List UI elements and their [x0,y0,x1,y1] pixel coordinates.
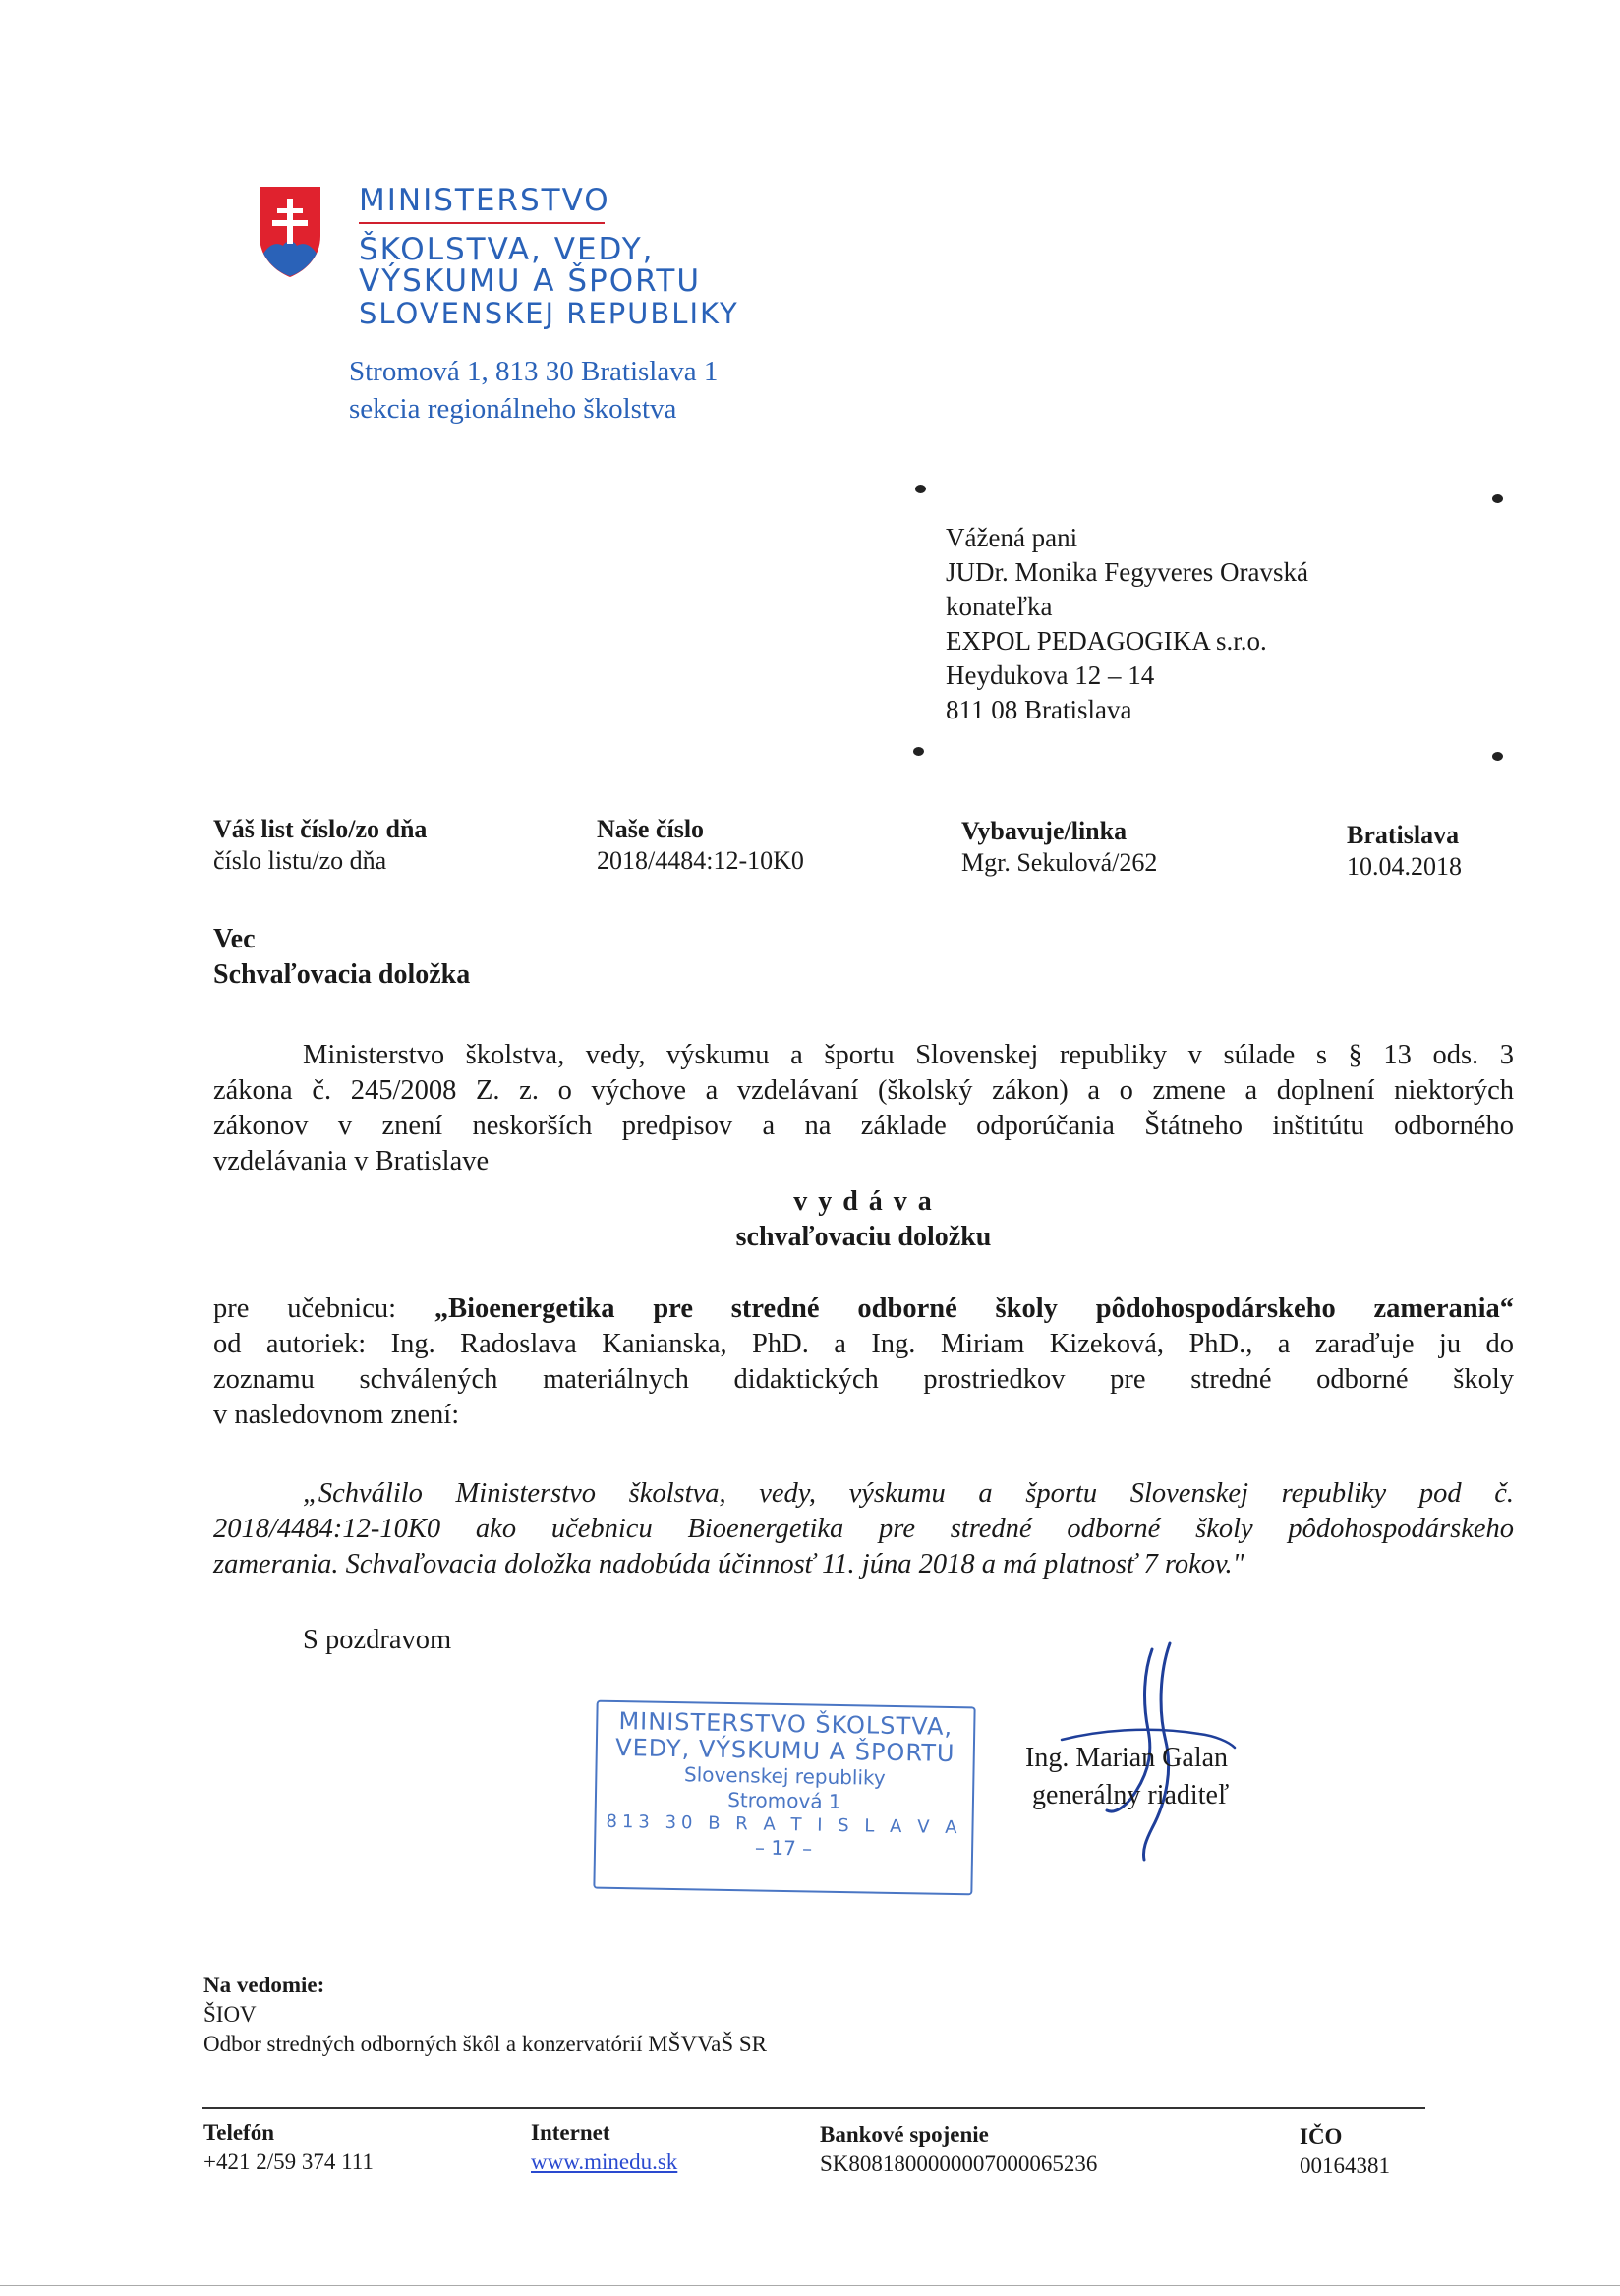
ref-our-number-label: Naše číslo [597,815,705,843]
ministry-address: Stromová 1, 813 30 Bratislava 1 [349,356,719,387]
subject-title: Schvaľovacia doložka [213,959,471,990]
footer-ico [1300,2122,1390,2181]
stamp-line: VEDY, VÝSKUMU A ŠPORTU [614,1733,955,1768]
ref-your-letter [213,814,427,877]
footer-bank [820,2120,1097,2179]
body-para1-line: vzdelávania v Bratislave [213,1146,490,1177]
ref-our-number-value: 2018/4484:12-10K0 [597,846,804,875]
subject-label: Vec [213,924,256,954]
window-corner-mark [1492,494,1503,503]
recipient-name: JUDr. Monika Fegyveres Oravská [946,557,1308,587]
approval-quote-line: „Schválilo Ministerstvo školstva, vedy, výskumu a športu Slovenskej republiky pod č. [303,1478,1514,1509]
website-link[interactable]: www.minedu.sk [531,2150,678,2174]
body-para1-line: Ministerstvo školstva, vedy, výskumu a športu Slovenskej republiky v súlade s § 13 ods. 3 [303,1040,1514,1070]
ref-handled-by-label: Vybavuje/linka [961,817,1128,845]
cc-block [203,1971,767,2059]
ref-place-label: Bratislava [1347,821,1460,849]
ref-your-letter-value: číslo listu/zo dňa [213,846,387,875]
approval-quote-line: 2018/4484:12-10K0 ako učebnicu Bioenergetika pre stredné odborné školy pôdohospodárskeho [213,1514,1514,1544]
stamp-line: Slovenskej republiky [683,1762,886,1790]
ref-place-date [1347,820,1462,883]
ministry-name-line: VÝSKUMU A ŠPORTU [359,263,702,299]
cc-label: Na vedomie: [203,1973,325,1997]
para2-prefix: pre učebnicu: [213,1293,397,1324]
footer-phone [203,2118,374,2177]
footer-bank-label: Bankové spojenie [820,2122,989,2147]
footer-internet [531,2118,677,2177]
signatory-title: generálny riaditeľ [1032,1780,1230,1810]
footer-divider [202,2107,1425,2109]
issues-object: schvaľovaciu doložku [735,1222,992,1252]
body-para2-line [213,1292,1514,1327]
footer-bank-value: SK8081800000007000065236 [820,2152,1098,2176]
recipient-city: 811 08 Bratislava [946,695,1132,724]
window-corner-mark [915,485,926,493]
recipient-address-block [946,521,1308,727]
recipient-street: Heydukova 12 – 14 [946,660,1155,690]
ministry-name-line: MINISTERSTVO [359,183,610,218]
letterhead-rule [359,222,605,224]
stamp-line: MINISTERSTVO ŠKOLSTVA, [618,1707,954,1741]
recipient-salutation: Vážená pani [946,523,1078,552]
ref-handled-by-value: Mgr. Sekulová/262 [961,848,1158,877]
footer-ico-label: IČO [1300,2124,1343,2149]
issues-heading: v y d á v a [793,1186,934,1217]
window-corner-mark [1492,752,1503,761]
stamp-line: Stromová 1 [727,1787,841,1814]
approval-quote-line: zamerania. Schvaľovacia doložka nadobúda účinnosť 11. júna 2018 a má platnosť 7 rokov." [213,1549,1244,1579]
page-bottom-line [0,2285,1620,2286]
ref-date-value: 10.04.2018 [1347,852,1462,881]
closing-greeting: S pozdravom [303,1625,452,1655]
footer-ico-value: 00164381 [1300,2153,1390,2178]
window-corner-mark [913,747,924,756]
recipient-role: konateľka [946,592,1053,621]
ministry-section: sekcia regionálneho školstva [349,393,677,425]
cc-item: ŠIOV [203,2002,257,2027]
ref-your-letter-label: Váš list číslo/zo dňa [213,815,428,843]
official-stamp [593,1700,975,1896]
stamp-line: 813 30 B R A T I S L A V A [606,1810,962,1839]
ref-handled-by [961,816,1157,879]
ministry-name-line: ŠKOLSTVA, VEDY, [359,232,655,267]
footer-internet-label: Internet [531,2120,610,2145]
cc-item: Odbor stredných odborných škôl a konzervatórií MŠVVaŠ SR [203,2032,768,2056]
slovak-coat-of-arms-icon [258,185,322,279]
ministry-name-line: SLOVENSKEJ REPUBLIKY [359,297,739,330]
body-para1-line: zákonov v znení neskorších predpisov a na základe odporúčania Štátneho inštitútu odborného [213,1111,1514,1141]
footer-phone-value: +421 2/59 374 111 [203,2150,374,2174]
body-para2-line: zoznamu schválených materiálnych didaktických prostriedkov pre stredné odborné školy [213,1364,1514,1395]
textbook-title: „Bioenergetika pre stredné odborné školy pôdohospodárskeho zamerania“ [434,1293,1514,1324]
signatory-name: Ing. Marian Galan [1025,1743,1229,1773]
body-para2-line: od autoriek: Ing. Radoslava Kanianska, PhD. a Ing. Miriam Kizeková, PhD., a zaraďuje ju do [213,1329,1514,1359]
body-para1-line: zákona č. 245/2008 Z. z. o výchove a vzdelávaní (školský zákon) a o zmene a doplnení niektorých [213,1075,1514,1106]
body-para2-line: v nasledovnom znení: [213,1400,460,1430]
footer-phone-label: Telefón [203,2120,274,2145]
ref-our-number [597,814,804,877]
recipient-company: EXPOL PEDAGOGIKA s.r.o. [946,626,1267,656]
stamp-line: – 17 – [754,1835,813,1861]
